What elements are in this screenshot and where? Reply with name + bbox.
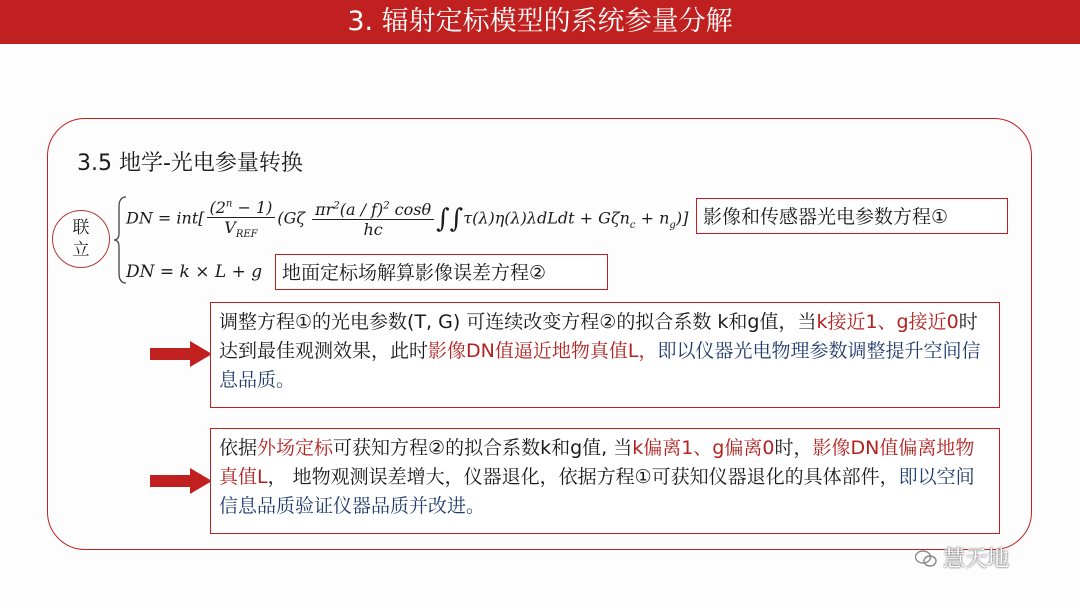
lianli-char-1: 联: [72, 218, 90, 238]
p1-highlight-1: k接近1、g接近0: [816, 311, 959, 333]
p2-text-1: 依据: [219, 437, 258, 459]
lianli-circle: [52, 210, 110, 268]
p2-highlight-3: 影像DN值偏离地物真值L: [219, 437, 975, 488]
equation-2: DN = k × L + g: [126, 262, 263, 282]
p2-text-3: 时，: [774, 437, 813, 459]
equation-1-label: 影像和传感器光电参数方程①: [696, 198, 1008, 234]
watermark-text: 慧天地: [943, 547, 1010, 572]
p1-text-1: 调整方程①的光电参数(T, G) 可连续改变方程②的拟合系数 k和g值，当: [219, 311, 817, 333]
title-bar: [0, 0, 1080, 44]
equation-1: DN = int[ $\frac{(2^n - 1)}{V_{REF}}$ (Gζ $\frac{\pi r^2(a / f)^2 \cos\theta}{hc}$ ∫∫τ(λ)η(λ)λdLdt + $G\zeta n_c + n_g$)]: [126, 198, 689, 241]
p1-highlight-3: 即以仪器光电物理参数调整提升空间信息品质。: [219, 340, 981, 391]
p2-text-2: 可获知方程②的拟合系数k和g值, 当: [333, 437, 633, 459]
lianli-char-2: 立: [72, 240, 90, 260]
right-arrow-icon: [150, 468, 212, 494]
slide-title: 3. 辐射定标模型的系统参量分解: [347, 6, 733, 37]
section-title: 3.5 地学-光电参量转换: [77, 151, 303, 176]
watermark: [915, 542, 1009, 573]
p1-text-2: 时达到最佳观测效果，此时: [219, 311, 978, 362]
explanation-box-1: [210, 302, 1000, 408]
p2-highlight-4: 即以空间信息品质验证仪器品质并改进。: [219, 466, 975, 517]
p2-highlight-1: 外场定标: [257, 437, 334, 459]
wechat-icon: [915, 550, 937, 568]
p2-highlight-2: k偏离1、g偏离0: [632, 437, 775, 459]
explanation-box-2: [210, 428, 1000, 534]
equation-2-label: 地面定标场解算影像误差方程②: [275, 254, 608, 290]
p1-highlight-2: 影像DN值逼近地物真值L，: [428, 340, 658, 362]
p2-text-4: ， 地物观测误差增大，仪器退化，依据方程①可获知仪器退化的具体部件，: [267, 466, 899, 488]
right-arrow-icon: [150, 341, 212, 367]
